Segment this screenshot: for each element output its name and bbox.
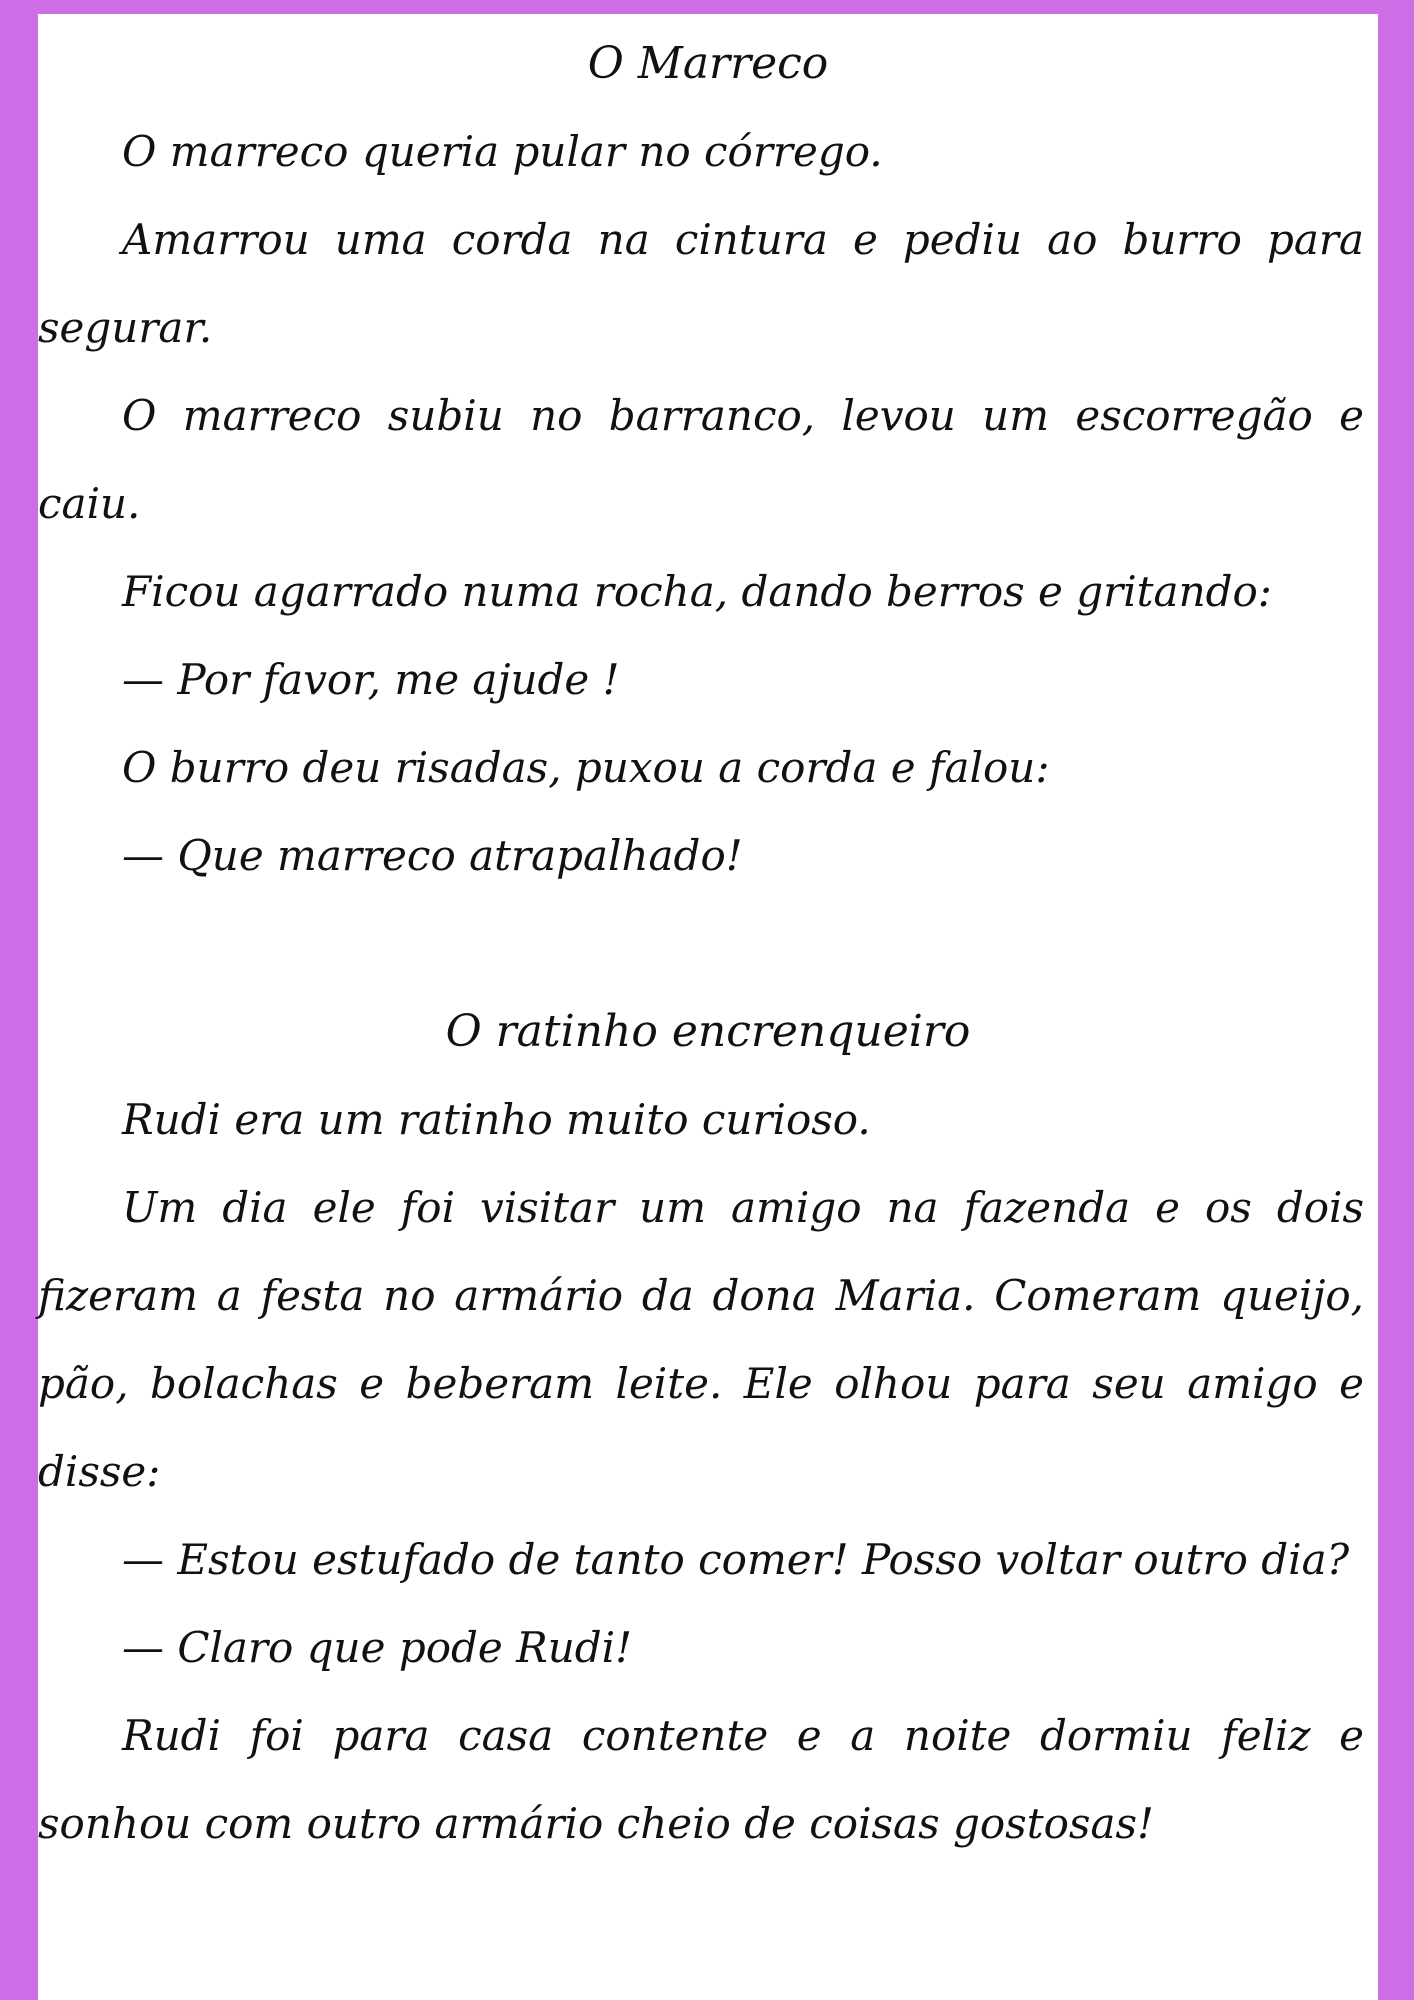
paragraph: Rudi era um ratinho muito curioso. bbox=[122, 1095, 871, 1144]
dialogue-line: — Por favor, me ajude ! bbox=[122, 655, 620, 704]
section-spacer bbox=[38, 900, 1378, 988]
story-title: O ratinho encrenqueiro bbox=[445, 1006, 971, 1057]
story-marreco bbox=[38, 20, 1378, 900]
paragraph: O marreco queria pular no córrego. bbox=[122, 127, 883, 176]
dialogue-line: — Estou estufado de tanto comer! Posso voltar outro dia? bbox=[122, 1535, 1350, 1584]
paragraph: O burro deu risadas, puxou a corda e falou: bbox=[122, 743, 1050, 792]
document-page bbox=[38, 14, 1378, 2000]
paragraph: Amarrou uma corda na cintura e pediu ao burro para segurar. bbox=[38, 215, 1364, 352]
story-ratinho bbox=[38, 988, 1378, 1868]
dialogue-line: — Que marreco atrapalhado! bbox=[122, 831, 743, 880]
dialogue-line: — Claro que pode Rudi! bbox=[122, 1623, 632, 1672]
paragraph: Ficou agarrado numa rocha, dando berros e gritando: bbox=[122, 567, 1272, 616]
story-title: O Marreco bbox=[587, 38, 829, 89]
paragraph: Rudi foi para casa contente e a noite dormiu feliz e sonhou com outro armário cheio de coisas gostosas! bbox=[38, 1711, 1364, 1848]
paragraph: Um dia ele foi visitar um amigo na fazenda e os dois fizeram a festa no armário da dona Maria. Comeram queijo, pão, bolachas e beberam leite. Ele olhou para seu amigo e disse: bbox=[38, 1183, 1364, 1496]
paragraph: O marreco subiu no barranco, levou um escorregão e caiu. bbox=[38, 391, 1364, 528]
